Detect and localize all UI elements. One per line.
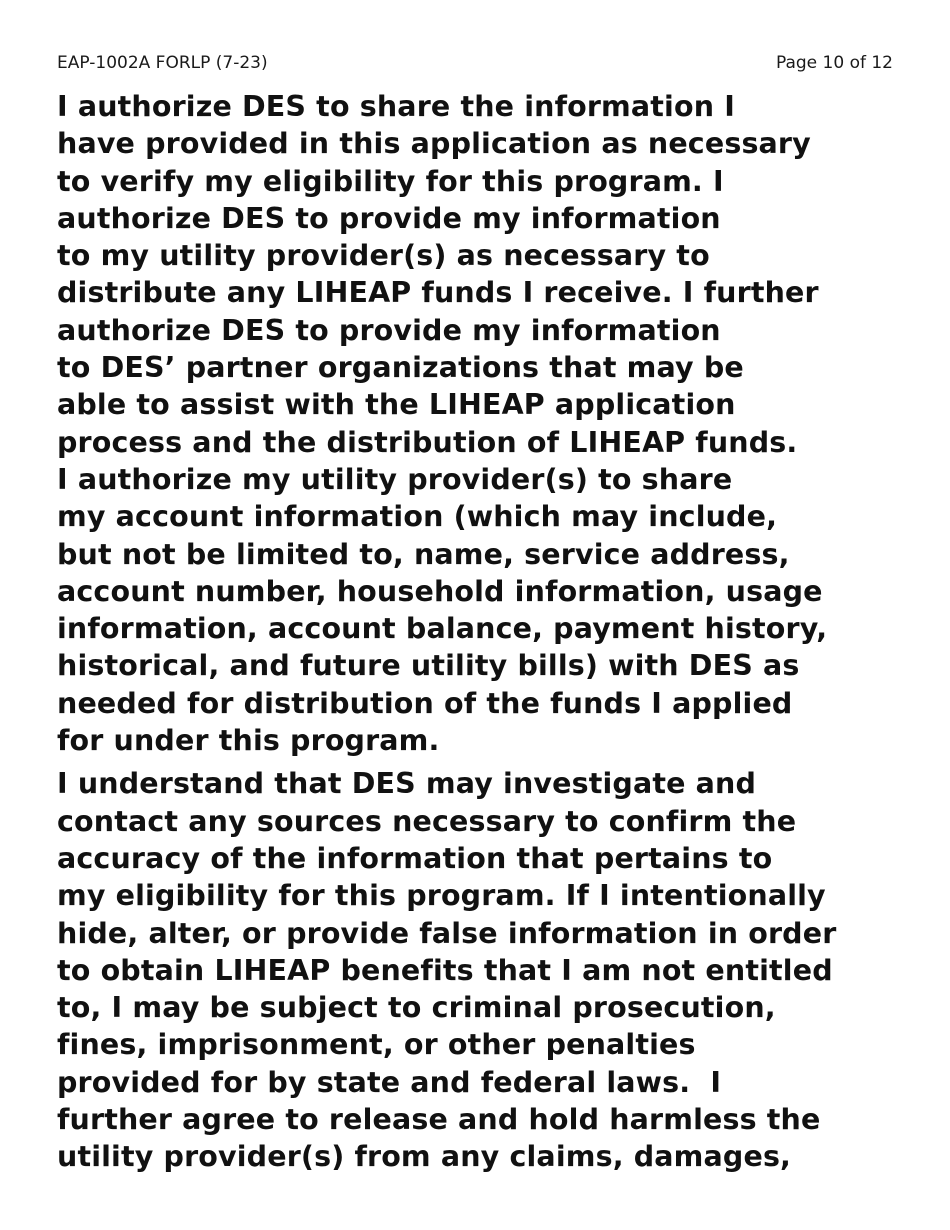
document-body — [57, 88, 927, 1176]
text-line: able to assist with the LIHEAP application — [57, 388, 736, 422]
text-line: have provided in this application as necessary — [57, 127, 811, 161]
form-id: EAP-1002A FORLP (7-23) — [57, 53, 268, 73]
investigation-paragraph — [57, 765, 927, 1175]
text-line: further agree to release and hold harmless the — [57, 1103, 821, 1137]
text-line: I authorize DES to share the information I — [57, 90, 735, 123]
page-number: Page 10 of 12 — [775, 53, 893, 73]
text-line: utility provider(s) from any claims, damages, — [57, 1140, 792, 1174]
authorization-paragraph — [57, 88, 927, 759]
text-line: information, account balance, payment history, — [57, 612, 828, 646]
text-line: distribute any LIHEAP funds I receive. I further — [57, 276, 819, 310]
text-line: to, I may be subject to criminal prosecution, — [57, 991, 776, 1025]
text-line: accuracy of the information that pertains to — [57, 841, 773, 875]
text-line: provided for by state and federal laws. I — [57, 1065, 722, 1099]
page-header — [57, 53, 893, 75]
text-line: my account information (which may include, — [57, 500, 778, 534]
text-line: historical, and future utility bills) with DES as — [57, 649, 800, 683]
text-line: process and the distribution of LIHEAP funds. — [57, 425, 798, 459]
text-line: but not be limited to, name, service address, — [57, 537, 790, 571]
text-line: I understand that DES may investigate and — [57, 767, 757, 801]
text-line: to DES’ partner organizations that may be — [57, 351, 744, 385]
text-line: to obtain LIHEAP benefits that I am not entitled — [57, 953, 833, 987]
text-line: my eligibility for this program. If I intentionally — [57, 879, 826, 913]
text-line: authorize DES to provide my information — [57, 201, 721, 235]
text-line: fines, imprisonment, or other penalties — [57, 1028, 696, 1062]
text-line: authorize DES to provide my information — [57, 313, 721, 347]
text-line: hide, alter, or provide false information in order — [57, 916, 837, 950]
text-line: to my utility provider(s) as necessary to — [57, 239, 710, 273]
text-line: for under this program. — [57, 724, 440, 758]
text-line: I authorize my utility provider(s) to share — [57, 462, 733, 496]
text-line: contact any sources necessary to confirm the — [57, 804, 797, 838]
text-line: account number, household information, usage — [57, 574, 823, 608]
text-line: to verify my eligibility for this program. I — [57, 164, 724, 198]
text-line: needed for distribution of the funds I applied — [57, 686, 793, 720]
